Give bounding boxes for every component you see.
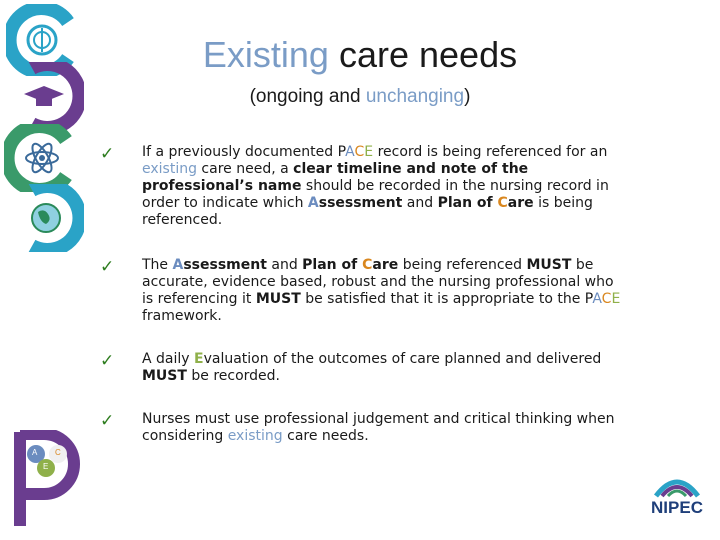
pace-logo-a: A (32, 448, 38, 457)
pace-logo-c: C (55, 448, 61, 457)
bullet-text-segment: E (194, 351, 204, 367)
title-rest: care needs (338, 34, 518, 75)
subtitle-close: ) (464, 86, 471, 107)
bullet-text-segment: be accurate, evidence based, robust and the nursing professional who is referencing it (142, 257, 614, 307)
pace-letter: E (364, 144, 374, 160)
bullet-text-segment: and (402, 195, 438, 211)
pace-letter: E (611, 291, 621, 307)
bullet-text (142, 257, 627, 325)
bullet-text-segment: The (142, 257, 173, 273)
pace-letter: P (584, 291, 593, 307)
subtitle-open: (ongoing and (249, 86, 366, 107)
bullet-text-segment: MUST (255, 291, 301, 307)
nipec-wordmark: NIPEC (651, 498, 703, 517)
bullet-text-segment: MUST (526, 257, 572, 273)
bullet-text-segment: clear timeline and note of the professional’s name (142, 161, 529, 194)
pace-letter: C (601, 291, 612, 307)
checkmark-icon: ✓ (100, 257, 115, 277)
bullet-text-segment: are (372, 257, 399, 273)
bullet-text-segment (338, 144, 374, 160)
pace-letter: A (345, 144, 355, 160)
bullet-text (142, 144, 627, 229)
bullet-text-segment: is being referenced. (142, 195, 593, 228)
bullet-text-segment: ssessment (183, 257, 267, 273)
bullet-text-segment: Nurses must use professional judgement and critical thinking when considering (142, 411, 615, 444)
page-title (0, 34, 720, 76)
bullet-text-segment: be recorded. (186, 368, 281, 384)
bullet-text-segment (585, 291, 621, 307)
bullet-text-segment: MUST (142, 368, 187, 384)
bullet-text-segment: A (172, 257, 184, 273)
workforce-badge-icon (14, 184, 76, 246)
page-subtitle (0, 86, 720, 108)
bullet-text-segment: care need, a (196, 161, 294, 177)
title-highlight: Existing (202, 34, 329, 75)
bullet-text-segment: be satisfied that it is appropriate to the (300, 291, 585, 307)
checkmark-icon: ✓ (100, 351, 115, 371)
checkmark-icon: ✓ (100, 144, 115, 164)
bullet-text-segment: valuation of the outcomes of care planned and delivered (203, 351, 602, 367)
bullet-text-segment: If a previously documented (142, 144, 338, 160)
nipec-logo (644, 472, 710, 526)
bullet-text-segment: A (307, 195, 319, 211)
bullet-text-segment: are (507, 195, 534, 211)
bullet-text-segment: framework. (142, 308, 222, 324)
bullet-text (142, 411, 627, 445)
bullet-text-segment: C (362, 257, 373, 273)
bullet-text-segment: Plan of (302, 257, 363, 273)
bullet-text-segment: C (497, 195, 508, 211)
professional-development-badge-icon (4, 124, 66, 186)
bullet-text-segment: existing (227, 428, 283, 444)
subtitle-highlight: unchanging (365, 86, 465, 107)
pace-letter: A (592, 291, 602, 307)
bullet-text-segment: record is being referenced for an (373, 144, 608, 160)
bullet-text-segment: being referenced (398, 257, 527, 273)
bullet-text-segment: should be recorded in the nursing record in order to indicate which (142, 178, 609, 211)
bullet-text-segment: existing (142, 161, 197, 177)
bullet-text-segment: ssessment (318, 195, 403, 211)
pace-letter: C (354, 144, 365, 160)
pace-logo (10, 430, 80, 530)
bullet-text-segment: A daily (142, 351, 195, 367)
bullet-text-segment: care needs. (282, 428, 369, 444)
pace-logo-e: E (43, 462, 49, 471)
bullet-text-segment: Plan of (437, 195, 498, 211)
pace-letter: P (337, 144, 346, 160)
bullet-text (142, 351, 627, 385)
bullet-text-segment: and (266, 257, 303, 273)
checkmark-icon: ✓ (100, 411, 115, 431)
